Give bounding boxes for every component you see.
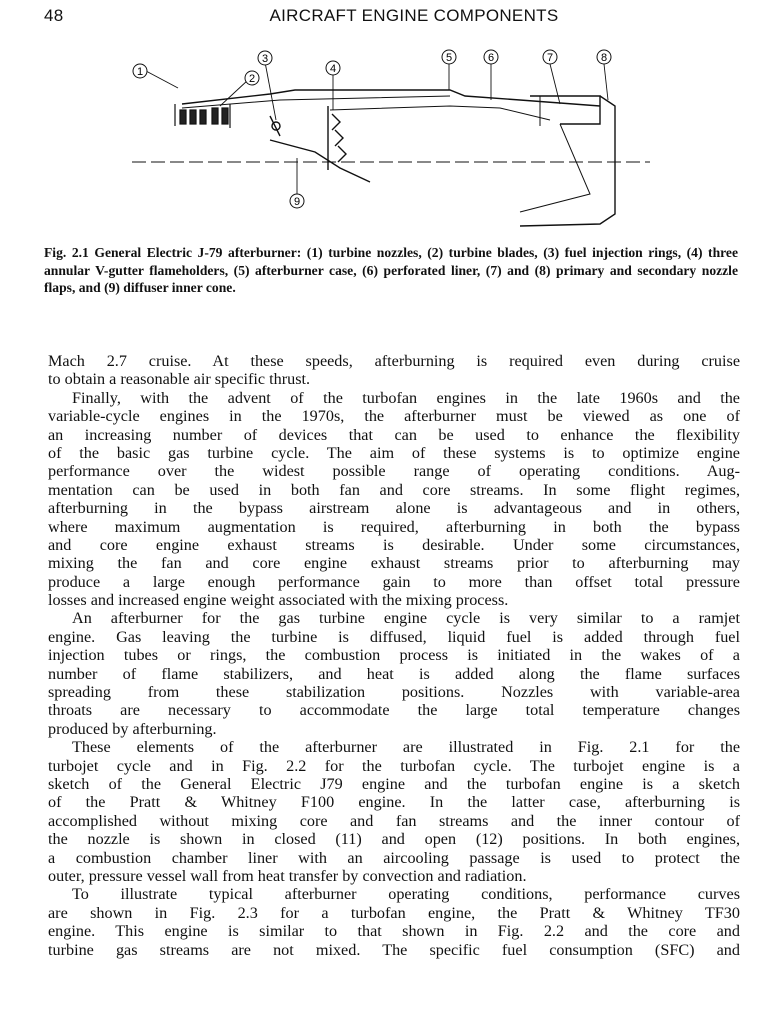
text-line: turbine gas streams are not mixed. The specific fuel consumption (SFC) and — [48, 940, 740, 959]
text-line: the nozzle is shown in closed (11) and open (12) positions. In both engines, — [48, 830, 740, 849]
svg-text:7: 7 — [546, 52, 554, 64]
callout-5 — [442, 50, 456, 64]
figure-callouts — [133, 50, 611, 208]
secondary-nozzle-flap — [520, 96, 615, 226]
text-line: of the basic gas turbine cycle. The aim of these systems is to optimize engine — [48, 443, 740, 462]
text-line: engine. Gas leaving the turbine is diffused, liquid fuel is added through fuel — [48, 627, 740, 646]
text-line: To illustrate typical afterburner operating conditions, performance curves — [72, 885, 740, 904]
text-line: produce a large enough performance gain to more than offset total pressure — [48, 572, 740, 591]
callout-7 — [543, 50, 557, 64]
page-number: 48 — [44, 6, 64, 25]
diffuser-inner-cone — [270, 140, 370, 182]
running-title: AIRCRAFT ENGINE COMPONENTS — [269, 6, 559, 25]
v-gutter-flameholder-3 — [338, 146, 346, 162]
callout-2 — [245, 71, 259, 85]
text-line: Mach 2.7 cruise. At these speeds, afterburning is required even during cruise — [48, 352, 740, 370]
page-header — [44, 6, 744, 28]
text-line: and core engine exhaust streams is desirable. Under some circumstances, — [48, 535, 740, 554]
text-line: produced by afterburning. — [48, 719, 217, 738]
text-line: sketch of the General Electric J79 engine and the turbofan engine is a sketch — [48, 774, 740, 793]
text-line: turbojet cycle and in Fig. 2.2 for the turbofan cycle. The turbojet engine is a — [48, 756, 740, 775]
callout-4 — [326, 61, 340, 75]
text-line: mentation can be used in both fan and core streams. In some flight regimes, — [48, 480, 740, 499]
text-line: a combustion chamber liner with an aircooling passage is used to protect the — [48, 848, 740, 867]
svg-text:4: 4 — [329, 63, 337, 75]
svg-text:3: 3 — [261, 53, 269, 65]
text-line: engine. This engine is similar to that shown in Fig. 2.2 and the core and — [48, 922, 740, 941]
text-line: are shown in Fig. 2.3 for a turbofan engine, the Pratt & Whitney TF30 — [48, 903, 740, 922]
text-line: afterburning in the bypass airstream alone is advantageous and in others, — [48, 499, 740, 518]
body-text — [48, 352, 740, 959]
text-line: outer, pressure vessel wall from heat transfer by convection and radiation. — [48, 866, 527, 885]
callout-8 — [597, 50, 611, 64]
text-line: mixing the fan and core engine exhaust streams prior to afterburning may — [48, 554, 740, 573]
callout-1 — [133, 64, 147, 78]
text-line: variable-cycle engines in the 1970s, the afterburner must be viewed as one of — [48, 407, 740, 426]
callout-9 — [290, 194, 304, 208]
text-line: number of flame stabilizers, and heat is added along the flame surfaces — [48, 664, 740, 683]
text-line: spreading from these stabilization positions. Nozzles with variable-area — [48, 683, 740, 702]
perforated-liner — [330, 106, 550, 120]
text-line: losses and increased engine weight associated with the mixing process. — [48, 591, 509, 610]
text-line: where maximum augmentation is required, afterburning in both the bypass — [48, 517, 740, 536]
text-line: An afterburner for the gas turbine engine cycle is very similar to a ramjet — [72, 609, 740, 628]
callout-3 — [258, 51, 272, 65]
svg-text:9: 9 — [293, 196, 301, 208]
text-line: an increasing number of devices that can be used to enhance the flexibility — [48, 425, 740, 444]
text-line: of the Pratt & Whitney F100 engine. In the latter case, afterburning is — [48, 793, 740, 812]
svg-text:6: 6 — [487, 52, 495, 64]
text-line: to obtain a reasonable air specific thrust. — [48, 370, 311, 389]
afterburner-case — [182, 90, 600, 106]
svg-text:5: 5 — [445, 52, 453, 64]
svg-text:2: 2 — [248, 73, 256, 85]
svg-text:1: 1 — [136, 66, 144, 78]
figure-2-1 — [120, 44, 660, 234]
figure-caption: Fig. 2.1 General Electric J-79 afterburner: (1) turbine nozzles, (2) turbine blades, (3) fuel injection rings, (4) three annular V-gutter flameholders, (5) afterburner case, (6) perforated liner, (7) and (8) primary and secondary nozzle flaps, and (9) diffuser inner cone. — [44, 245, 738, 296]
text-line: injection tubes or rings, the combustion process is initiated in the wakes of a — [48, 646, 740, 665]
svg-text:8: 8 — [600, 52, 608, 64]
v-gutter-flameholder-1 — [332, 114, 340, 130]
text-line: performance over the widest possible range of operating conditions. Aug- — [48, 462, 740, 481]
callout-6 — [484, 50, 498, 64]
afterburner-diagram — [120, 44, 660, 234]
text-line: These elements of the afterburner are illustrated in Fig. 2.1 for the — [72, 738, 740, 757]
text-line: Finally, with the advent of the turbofan engines in the late 1960s and the — [72, 388, 740, 407]
text-line: accomplished without mixing core and fan streams and the inner contour of — [48, 811, 740, 830]
v-gutter-flameholder-2 — [335, 130, 343, 146]
text-line: throats are necessary to accommodate the large total temperature changes — [48, 701, 740, 720]
